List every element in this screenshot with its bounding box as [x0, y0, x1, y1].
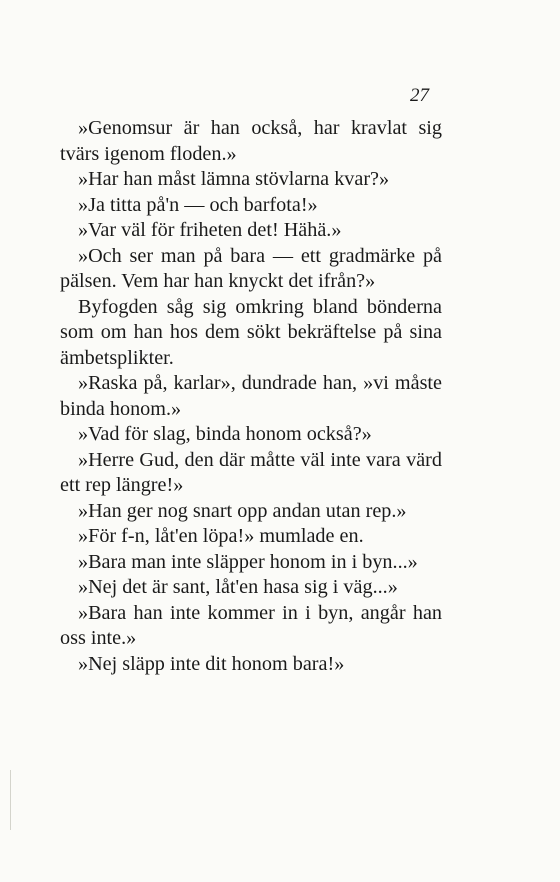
paragraph-12: »Bara man inte släpper honom in i byn...» — [78, 550, 418, 573]
paragraph-3: »Ja titta på'n — och barfota!» — [78, 193, 318, 216]
paragraph-7: »Raska på, karlar», dundrade han, »vi måste binda honom.» — [60, 372, 442, 420]
page-number: 27 — [410, 85, 429, 106]
paragraph-14: »Bara han inte kommer in i byn, angår han oss inte.» — [60, 601, 442, 649]
paragraph-1: »Genomsur är han också, har kravlat sig tvärs igenom floden.» — [60, 117, 442, 165]
paragraph-11: »För f-n, låt'en löpa!» mumlade en. — [78, 525, 364, 547]
paragraph-13: »Nej det är sant, låt'en hasa sig i väg...» — [78, 576, 398, 598]
paragraph-15: »Nej släpp inte dit honom bara!» — [78, 652, 345, 675]
body-text — [60, 116, 442, 677]
paragraph-4: »Var väl för friheten det! Hähä.» — [78, 219, 342, 241]
paragraph-6: Byfogden såg sig omkring bland bönderna som om han hos dem sökt bekräftelse på sina ämbetsplikter. — [60, 295, 442, 369]
paragraph-9: »Herre Gud, den där måtte väl inte vara värd ett rep längre!» — [60, 448, 442, 496]
paragraph-2: »Har han måst lämna stövlarna kvar?» — [78, 168, 390, 190]
paragraph-8: »Vad för slag, binda honom också?» — [78, 423, 372, 445]
paragraph-10: »Han ger nog snart opp andan utan rep.» — [78, 499, 407, 522]
paragraph-5: »Och ser man på bara — ett gradmärke på pälsen. Vem har han knyckt det ifrån?» — [60, 244, 442, 292]
page-edge-mark — [10, 770, 11, 830]
